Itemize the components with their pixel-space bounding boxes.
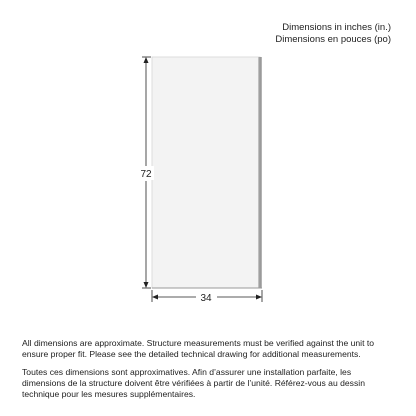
disclaimer-fr: Toutes ces dimensions sont approximatives. Afin d’assurer une installation parfaite, les dimensions de la structure doivent être vérifiées à partir de l’unité. Référez-vous au dessin technique pour les mesures supplémentaires. — [22, 367, 365, 399]
disclaimer-notes — [22, 338, 396, 407]
disclaimer-en: All dimensions are approximate. Structure measurements must be verified against the unit to ensure proper fit. Please see the detailed technical drawing for additional measurements. — [22, 338, 375, 359]
height-arrow-bottom — [144, 282, 149, 288]
glass-panel — [152, 57, 260, 288]
width-arrow-left — [152, 295, 158, 300]
width-arrow-right — [256, 295, 262, 300]
units-label-en: Dimensions in inches (in.) — [282, 22, 391, 33]
height-label: 72 — [140, 169, 152, 180]
panel-edge — [258, 57, 262, 288]
height-arrow-top — [144, 57, 149, 63]
width-label: 34 — [200, 293, 212, 304]
units-label-fr: Dimensions en pouces (po) — [275, 34, 391, 45]
